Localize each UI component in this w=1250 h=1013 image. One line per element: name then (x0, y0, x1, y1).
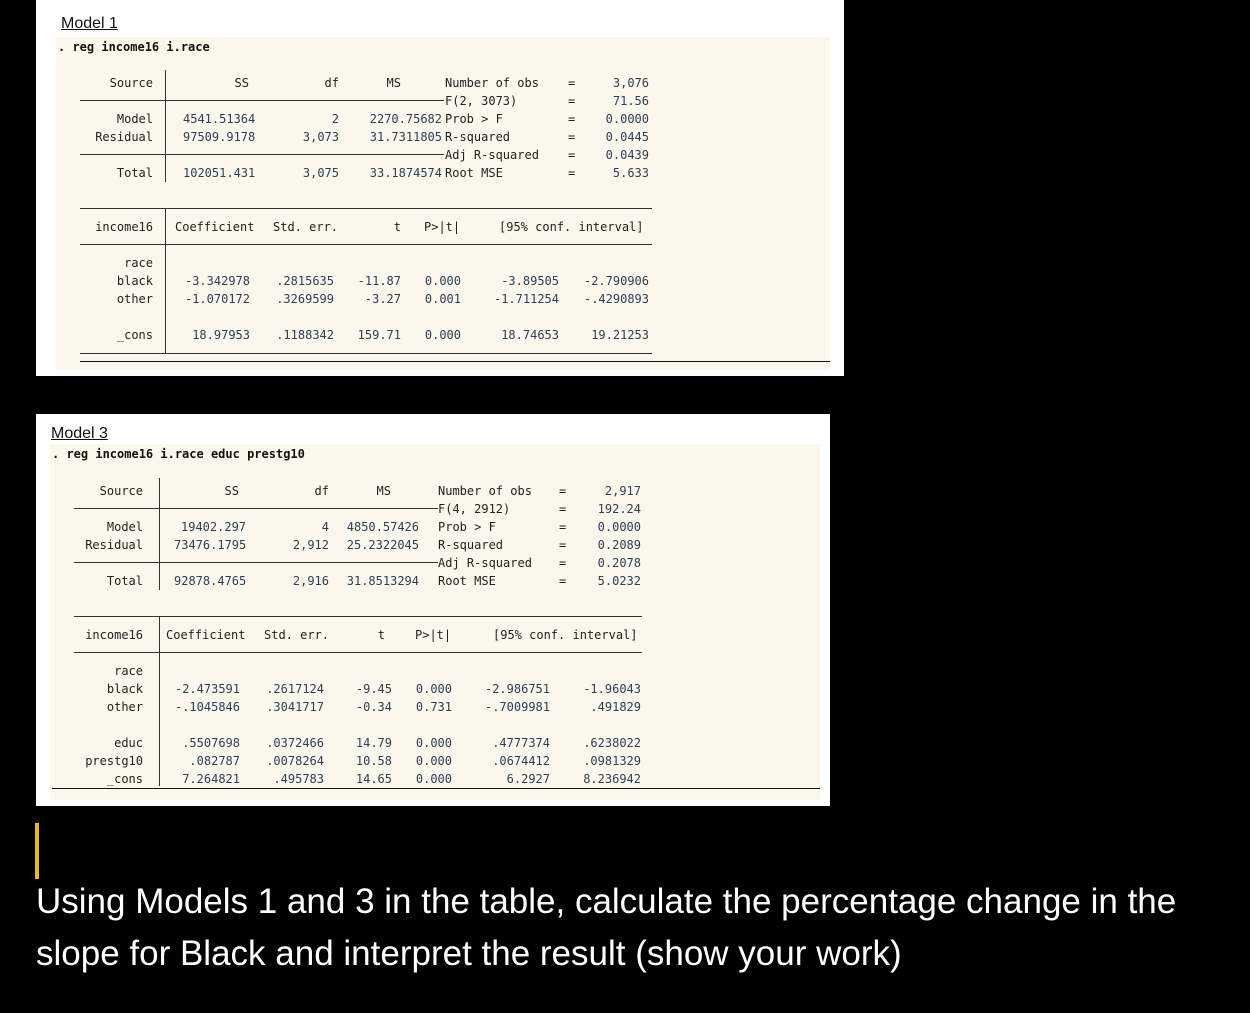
stat-eq: = (568, 112, 576, 126)
stat-eq: = (568, 76, 576, 90)
coef-ci-hi: -.4290893 (583, 292, 649, 306)
anova-ms: 25.2322045 (346, 538, 419, 552)
anova-source: Total (106, 574, 143, 588)
anova-header-source: Source (109, 76, 153, 90)
stat-value: 2,917 (604, 484, 641, 498)
stat-label: Adj R-squared (438, 556, 532, 570)
coef-ci-lo: .0674412 (492, 754, 550, 768)
anova-ms: 33.1874574 (369, 166, 442, 180)
stat-eq: = (559, 502, 567, 516)
stat-label: F(4, 2912) (438, 502, 511, 516)
group-label: race (124, 256, 153, 270)
stat-value: 0.0000 (605, 112, 649, 126)
stat-eq: = (559, 484, 567, 498)
coef-t: 14.79 (355, 736, 392, 750)
coef-ci-lo: -.7009981 (484, 700, 550, 714)
anova-df: 3,073 (302, 130, 339, 144)
anova-df: 2,916 (292, 574, 329, 588)
divider (74, 508, 438, 509)
anova-ss: 19402.297 (181, 520, 247, 534)
text-cursor (35, 823, 39, 879)
coef-var: _cons (106, 772, 143, 786)
anova-df: 2,912 (292, 538, 329, 552)
coef-ci-lo: 6.2927 (506, 772, 550, 786)
divider (52, 788, 820, 789)
anova-ss: 4541.51364 (183, 112, 256, 126)
stat-label: Prob > F (445, 112, 503, 126)
stat-value: 0.0000 (597, 520, 641, 534)
anova-ss: 97509.9178 (183, 130, 256, 144)
coef-ci-lo: 18.74653 (501, 328, 559, 342)
anova-ms: 31.7311805 (369, 130, 442, 144)
coef-p: 0.000 (424, 328, 461, 342)
anova-source: Total (116, 166, 153, 180)
coef-value: -3.342978 (184, 274, 250, 288)
stat-label: Number of obs (438, 484, 532, 498)
anova-ms: 4850.57426 (346, 520, 419, 534)
coef-value: 7.264821 (182, 772, 240, 786)
coef-var: black (106, 682, 143, 696)
anova-header-ss: SS (224, 484, 239, 498)
coef-p: 0.000 (415, 772, 452, 786)
divider (80, 154, 444, 155)
coef-var: other (106, 700, 143, 714)
stat-label: Prob > F (438, 520, 496, 534)
coef-header-coef: Coefficient (175, 220, 255, 234)
model3-panel (36, 414, 830, 806)
coef-se: .495783 (273, 772, 324, 786)
anova-header-source: Source (99, 484, 143, 498)
stat-value: 192.24 (597, 502, 641, 516)
model1-title: Model 1 (61, 15, 118, 32)
coef-header-ci: [95% conf. interval] (499, 220, 644, 234)
coef-value: -.1045846 (174, 700, 240, 714)
anova-df: 3,075 (302, 166, 339, 180)
stat-eq: = (568, 166, 576, 180)
coef-t: -0.34 (355, 700, 392, 714)
stat-eq: = (568, 148, 576, 162)
divider (80, 100, 444, 101)
coef-header-coef: Coefficient (166, 628, 246, 642)
stat-value: 0.2078 (597, 556, 641, 570)
coef-value: -2.473591 (174, 682, 240, 696)
coef-header-var: income16 (85, 628, 143, 642)
coef-se: .0078264 (266, 754, 324, 768)
coef-se: .2617124 (266, 682, 324, 696)
anova-header-df: df (314, 484, 329, 498)
stat-eq: = (559, 556, 567, 570)
coef-p: 0.731 (415, 700, 452, 714)
stat-label: R-squared (445, 130, 511, 144)
stat-value: 5.633 (612, 166, 649, 180)
anova-ss: 73476.1795 (174, 538, 247, 552)
coef-ci-hi: .0981329 (583, 754, 641, 768)
anova-source: Residual (85, 538, 143, 552)
coef-ci-lo: -3.89505 (501, 274, 559, 288)
coef-se: .3041717 (266, 700, 324, 714)
stat-eq: = (568, 130, 576, 144)
stat-value: 5.0232 (597, 574, 641, 588)
anova-header-df: df (324, 76, 339, 90)
coef-p: 0.001 (424, 292, 461, 306)
coef-header-t: t (377, 628, 385, 642)
coef-var: black (116, 274, 153, 288)
group-label: race (114, 664, 143, 678)
question-text: Using Models 1 and 3 in the table, calculate the percentage change in the slope for Black and interpret the result (show your work) (36, 882, 1177, 973)
coef-t: 14.65 (355, 772, 392, 786)
divider (74, 652, 642, 653)
coef-p: 0.000 (424, 274, 461, 288)
coef-header-p: P>|t| (415, 628, 452, 642)
anova-ss: 92878.4765 (174, 574, 247, 588)
stat-value: 71.56 (612, 94, 649, 108)
divider (80, 244, 652, 245)
anova-ms: 2270.75682 (369, 112, 442, 126)
coef-var: _cons (116, 328, 153, 342)
coef-value: -1.070172 (184, 292, 250, 306)
coef-se: .1188342 (276, 328, 334, 342)
model1-stata-output (56, 37, 830, 370)
coef-header-t: t (393, 220, 401, 234)
model1-panel (36, 0, 844, 376)
stat-eq: = (559, 520, 567, 534)
stat-label: F(2, 3073) (445, 94, 518, 108)
model3-command: . reg income16 i.race educ prestg10 (52, 447, 305, 461)
coef-t: -9.45 (355, 682, 392, 696)
coef-ci-lo: -1.711254 (493, 292, 559, 306)
coef-header-ci: [95% conf. interval] (493, 628, 638, 642)
anova-ss: 102051.431 (183, 166, 256, 180)
coef-header-var: income16 (95, 220, 153, 234)
anova-source: Model (116, 112, 153, 126)
anova-df: 4 (321, 520, 329, 534)
coef-p: 0.000 (415, 682, 452, 696)
stat-value: 0.0445 (605, 130, 649, 144)
coef-ci-hi: -1.96043 (583, 682, 641, 696)
anova-df: 2 (331, 112, 339, 126)
coef-t: 159.71 (357, 328, 401, 342)
divider (80, 353, 652, 354)
stat-eq: = (568, 94, 576, 108)
anova-header-ms: MS (386, 76, 401, 90)
divider (159, 616, 160, 786)
coef-header-se: Std. err. (264, 628, 330, 642)
coef-ci-lo: .4777374 (492, 736, 550, 750)
stat-label: R-squared (438, 538, 504, 552)
model3-stata-output (50, 444, 820, 800)
divider (165, 70, 166, 182)
coef-t: -11.87 (357, 274, 401, 288)
model1-command: . reg income16 i.race (58, 40, 210, 54)
divider (80, 361, 830, 362)
coef-header-p: P>|t| (424, 220, 461, 234)
coef-t: -3.27 (364, 292, 401, 306)
stat-value: 3,076 (612, 76, 649, 90)
stat-eq: = (559, 538, 567, 552)
divider (159, 478, 160, 590)
anova-ms: 31.8513294 (346, 574, 419, 588)
coef-p: 0.000 (415, 754, 452, 768)
coef-value: 18.97953 (192, 328, 250, 342)
coef-t: 10.58 (355, 754, 392, 768)
coef-se: .2815635 (276, 274, 334, 288)
coef-ci-hi: .491829 (590, 700, 641, 714)
anova-header-ss: SS (234, 76, 249, 90)
stat-label: Number of obs (445, 76, 539, 90)
stat-label: Root MSE (445, 166, 503, 180)
coef-value: .5507698 (182, 736, 240, 750)
anova-source: Model (106, 520, 143, 534)
stat-value: 0.2089 (597, 538, 641, 552)
stat-label: Root MSE (438, 574, 496, 588)
coef-ci-hi: -2.790906 (583, 274, 649, 288)
coef-value: .082787 (189, 754, 240, 768)
stat-eq: = (559, 574, 567, 588)
coef-p: 0.000 (415, 736, 452, 750)
stat-label: Adj R-squared (445, 148, 539, 162)
coef-header-se: Std. err. (273, 220, 339, 234)
model3-title: Model 3 (51, 425, 108, 442)
stat-value: 0.0439 (605, 148, 649, 162)
coef-se: .0372466 (266, 736, 324, 750)
anova-header-ms: MS (376, 484, 391, 498)
coef-ci-hi: 8.236942 (583, 772, 641, 786)
coef-var: educ (114, 736, 143, 750)
coef-ci-hi: .6238022 (583, 736, 641, 750)
coef-ci-hi: 19.21253 (591, 328, 649, 342)
anova-source: Residual (95, 130, 153, 144)
coef-ci-lo: -2.986751 (484, 682, 550, 696)
divider (74, 562, 438, 563)
coef-var: other (116, 292, 153, 306)
coef-var: prestg10 (85, 754, 143, 768)
coef-se: .3269599 (276, 292, 334, 306)
divider (165, 208, 166, 353)
